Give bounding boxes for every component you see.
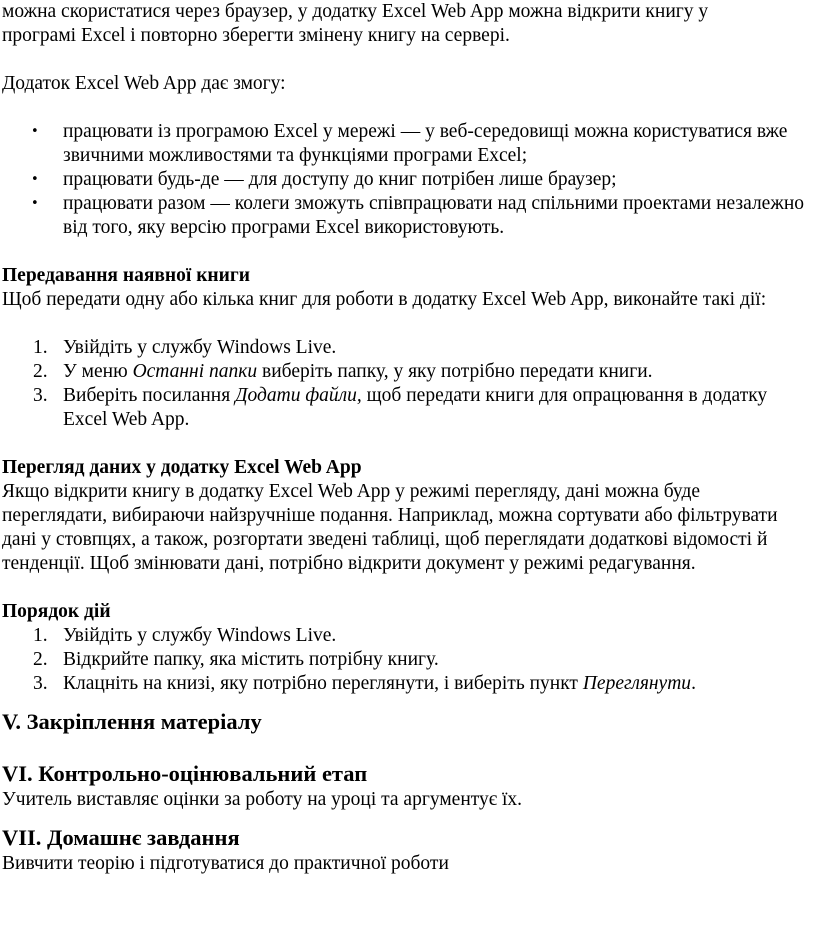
intro-line-2: програмі Excel і повторно зберегти змінену книгу на сервері. [2, 25, 510, 46]
view-text: Якщо відкрити книгу в додатку Excel Web App у режимі перегляду, дані можна буде переглядати, вибираючи найзручніше подання. Наприклад, можна сортувати або фільтрувати дані у стовпцях, а також, розгортати зведені таблиці, щоб переглядати додаткові відомості й тенденції. Щоб змінювати дані, потрібно відкрити документ у режимі редагування. [2, 481, 778, 574]
view-heading: Перегляд даних у додатку Excel Web App [2, 457, 362, 478]
list-item-text: працювати будь-де — для доступу до книг потрібен лише браузер; [63, 169, 617, 190]
list-item [2, 168, 804, 192]
step-emphasis: Останні папки [132, 361, 258, 382]
list-item [2, 192, 804, 240]
list-item [2, 120, 804, 168]
step-item [2, 360, 804, 384]
procedure-steps [2, 624, 804, 696]
bullet-icon: • [31, 124, 39, 139]
step-text: Клацніть на книзі, яку потрібно переглянути, і виберіть пункт [63, 673, 583, 694]
step-number: 2. [33, 649, 48, 670]
step-text-after: виберіть папку, у яку потрібно передати книги. [257, 361, 653, 382]
step-text-after: щоб передати книги для опрацювання в додатку Excel Web App. [63, 385, 768, 430]
step-item [2, 672, 804, 696]
upload-steps [2, 336, 804, 432]
step-emphasis: Переглянути [582, 673, 692, 694]
capabilities-list [2, 120, 804, 240]
step-text: У меню [63, 361, 133, 382]
upload-heading: Передавання наявної книги [2, 265, 250, 286]
bullet-icon: • [31, 196, 39, 211]
intro-line-1: можна скористатися через браузер, у додатку Excel Web App можна відкрити книгу у [2, 1, 709, 22]
list-item-text: працювати із програмою Excel у мережі — у веб-середовищі можна користуватися вже звичними можливостями та функціями програми Excel; [63, 121, 788, 166]
bullet-icon: • [31, 172, 39, 187]
step-item [2, 624, 804, 648]
step-number: 3. [33, 673, 48, 694]
step-number: 2. [33, 361, 48, 382]
step-item [2, 384, 804, 432]
step-text: Виберіть посилання [63, 385, 236, 406]
step-text: Відкрийте папку, яка містить потрібну книгу. [63, 649, 439, 670]
step-number: 1. [33, 337, 48, 358]
step-number: 3. [33, 385, 48, 406]
capabilities-lead: Додаток Excel Web App дає змогу: [2, 73, 286, 94]
step-text: Увійдіть у службу Windows Live. [63, 337, 337, 358]
upload-text: Щоб передати одну або кілька книг для роботи в додатку Excel Web App, виконайте такі дії: [2, 289, 767, 310]
section-6-heading: VI. Контрольно-оцінювальний етап [2, 761, 368, 786]
section-7-heading: VII. Домашнє завдання [2, 825, 240, 850]
procedure-heading: Порядок дій [2, 601, 111, 622]
section-5-heading: V. Закріплення матеріалу [2, 709, 262, 734]
step-text: Увійдіть у службу Windows Live. [63, 625, 337, 646]
step-text-after: . [691, 673, 696, 694]
step-item [2, 336, 804, 360]
step-emphasis: Додати файли, [235, 385, 362, 406]
step-number: 1. [33, 625, 48, 646]
section-6-text: Учитель виставляє оцінки за роботу на уроці та аргументує їх. [2, 789, 523, 810]
step-item [2, 648, 804, 672]
list-item-text: працювати разом — колеги зможуть співпрацювати над спільними проектами незалежно від того, яку версію програми Excel використовують. [63, 193, 804, 238]
section-7-text: Вивчити теорію і підготуватися до практичної роботи [2, 853, 449, 874]
